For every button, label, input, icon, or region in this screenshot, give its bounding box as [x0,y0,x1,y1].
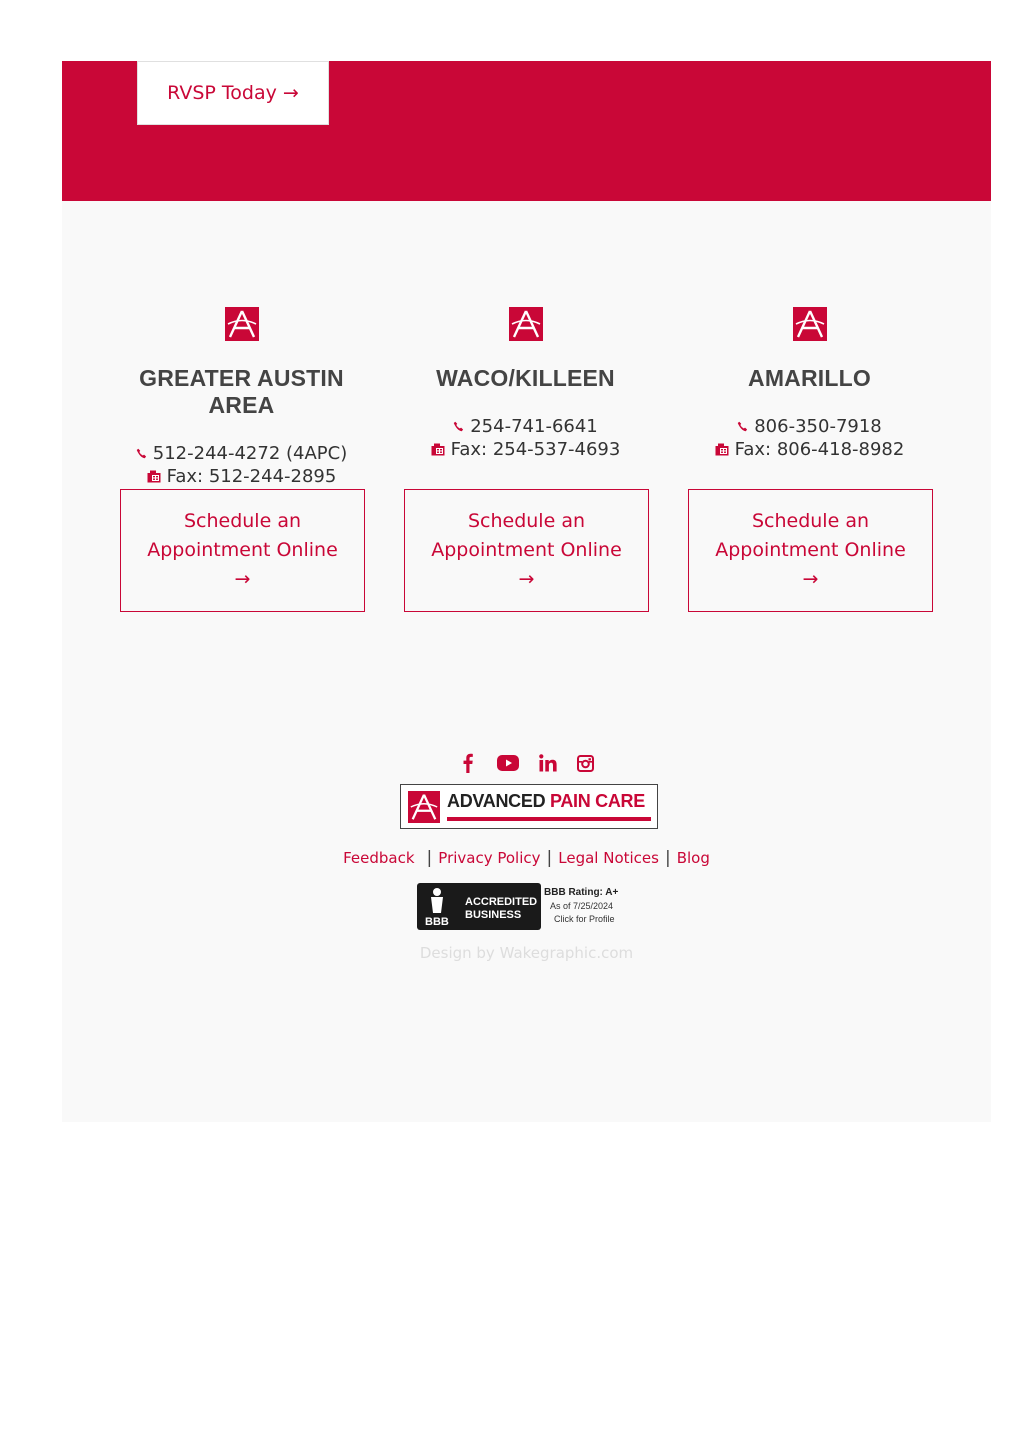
rsvp-banner [62,61,991,201]
location-fax [119,465,364,488]
schedule-line-1: Schedule an [183,510,302,532]
logo-wordmark [447,791,645,812]
bbb-accredited-text: ACCREDITED [465,896,538,908]
location-name: GREATER AUSTIN AREA [139,365,344,418]
bbb-as-of-text: As of 7/25/2024 [550,901,614,911]
location-name: WACO/KILLEEN [436,365,615,391]
logo-underline [447,817,651,821]
schedule-line-1: Schedule an [751,510,870,532]
facebook-icon[interactable] [459,752,477,774]
youtube-icon[interactable] [497,752,519,774]
logo-word-advanced: ADVANCED [447,791,550,811]
legal-notices-link[interactable]: Legal Notices [558,849,659,867]
apc-mark-icon [509,307,543,341]
phone-number: 512-244-4272 (4APC) [152,443,348,464]
bbb-click-text: Click for Profile [554,914,615,924]
location-fax [687,438,932,461]
blog-link[interactable]: Blog [676,849,710,867]
bbb-accredited-badge[interactable] [417,883,634,931]
location-austin [119,307,364,488]
design-credit[interactable]: Design by Wakegraphic.com [419,944,634,962]
link-separator: | [426,848,433,868]
location-waco-killeen [403,307,648,461]
locations-footer-section [62,201,991,1122]
phone-number: 806-350-7918 [754,416,882,437]
phone-icon [453,421,464,432]
location-amarillo [687,307,932,461]
arrow-right-icon: → [802,568,819,590]
apc-mark-icon [793,307,827,341]
social-links [62,752,991,774]
fax-number: Fax: 806-418-8982 [734,439,905,460]
schedule-appointment-button[interactable] [404,489,649,612]
rsvp-button[interactable]: RVSP Today → [137,61,329,125]
schedule-line-2: Appointment Online [715,539,906,561]
privacy-policy-link[interactable]: Privacy Policy [438,849,541,867]
arrow-right-icon: → [518,568,535,590]
bbb-rating-text: BBB Rating: A+ [544,887,619,898]
fax-number: Fax: 254-537-4693 [450,439,621,460]
schedule-appointment-button[interactable] [688,489,933,612]
schedule-line-2: Appointment Online [431,539,622,561]
fax-number: Fax: 512-244-2895 [166,466,337,487]
instagram-icon[interactable] [577,752,595,774]
apc-mark-icon [225,307,259,341]
link-separator: | [664,848,671,868]
location-phone[interactable] [119,442,364,465]
fax-icon [715,443,729,456]
schedule-appointment-button[interactable] [120,489,365,612]
footer-links [62,848,991,868]
schedule-line-1: Schedule an [467,510,586,532]
arrow-right-icon: → [234,568,251,590]
location-phone[interactable] [403,415,648,438]
phone-icon [136,448,147,459]
fax-icon [147,470,161,483]
logo-word-pain-care: PAIN CARE [549,791,645,811]
schedule-line-2: Appointment Online [147,539,338,561]
bbb-business-text: BUSINESS [465,909,522,921]
bbb-mark: BBB [425,916,449,928]
linkedin-icon[interactable] [539,752,557,774]
apc-mark-icon [408,791,440,823]
phone-number: 254-741-6641 [470,416,598,437]
fax-icon [431,443,445,456]
phone-icon [737,421,748,432]
location-fax [403,438,648,461]
advanced-pain-care-logo[interactable] [400,784,658,829]
feedback-link[interactable]: Feedback [343,849,415,867]
location-name: AMARILLO [748,365,871,391]
link-separator: | [546,848,553,868]
location-phone[interactable] [687,415,932,438]
